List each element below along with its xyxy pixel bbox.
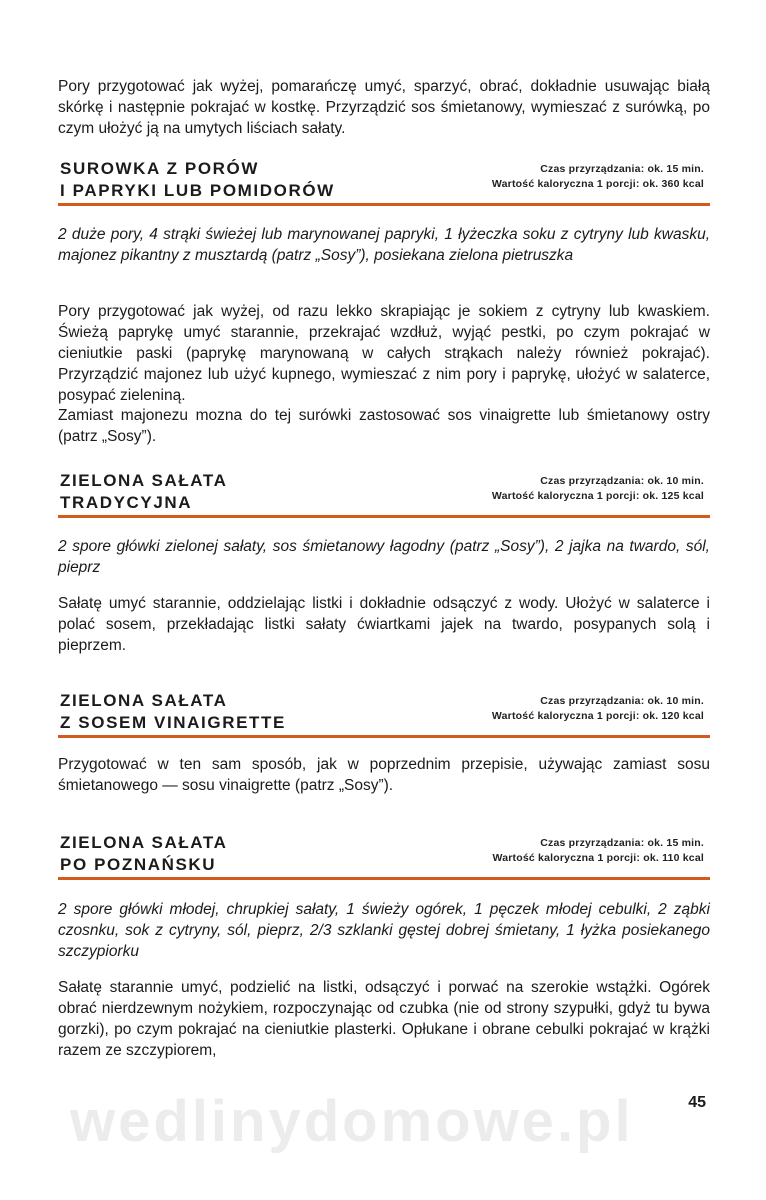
page-content — [58, 0, 710, 1200]
recipe-meta — [492, 162, 704, 192]
ingredients: 2 duże pory, 4 strąki świeżej lub marynowanej papryki, 1 łyżeczka soku z cytryny lub kwasku, majonez pikantny z musztardą (patrz „Sosy”), posiekana zielona pietruszka — [58, 226, 710, 264]
page-number: 45 — [688, 1094, 706, 1111]
recipe-title: ZIELONA SAŁATA PO POZNAŃSKU — [60, 833, 228, 874]
recipe-meta — [492, 474, 704, 504]
method: Przygotować w ten sam sposób, jak w poprzednim przepisie, używając zamiast sosu śmietanowego — sosu vinaigrette (patrz „Sosy”). — [58, 756, 710, 794]
orange-rule — [58, 203, 710, 206]
recipe-title: SUROWKA Z PORÓW I PAPRYKI LUB POMIDORÓW — [60, 159, 335, 200]
note: Zamiast majonezu mozna do tej surówki zastosować sos vinaigrette lub śmietanowy ostry (patrz „Sosy”). — [58, 407, 710, 445]
orange-rule — [58, 735, 710, 738]
orange-rule — [58, 877, 710, 880]
method: Sałatę umyć starannie, oddzielając listki i dokładnie odsączyć z wody. Ułożyć w salaterce i polać sosem, przekładając listki sałaty ćwiartkami jajek na twardo, posypanych solą i pieprzem. — [58, 595, 710, 654]
prep-time: Czas przyrządzania: ok. 15 min. — [540, 163, 704, 175]
prep-time: Czas przyrządzania: ok. 15 min. — [540, 837, 704, 849]
orange-rule — [58, 515, 710, 518]
recipe-header-1 — [58, 158, 710, 206]
intro-paragraph: Pory przygotować jak wyżej, pomarańczę umyć, sparzyć, obrać, dokładnie usuwając białą skórkę i następnie pokrajać w kostkę. Przyrządzić sos śmietanowy, wymieszać z surówką, po czym ułożyć ją na umytych liściach sałaty. — [58, 78, 710, 137]
recipe-header-2 — [58, 470, 710, 518]
prep-time: Czas przyrządzania: ok. 10 min. — [540, 695, 704, 707]
recipe-meta — [493, 836, 705, 866]
calories: Wartość kaloryczna 1 porcji: ok. 360 kcal — [491, 178, 704, 190]
ingredients: 2 spore główki zielonej sałaty, sos śmietanowy łagodny (patrz „Sosy”), 2 jajka na twardo, sól, pieprz — [58, 538, 710, 576]
recipe-title: ZIELONA SAŁATA TRADYCYJNA — [60, 471, 228, 512]
prep-time: Czas przyrządzania: ok. 10 min. — [540, 475, 704, 487]
recipe-title: ZIELONA SAŁATA Z SOSEM VINAIGRETTE — [60, 691, 286, 732]
watermark: wedlinydomowe.pl — [70, 1089, 634, 1154]
calories: Wartość kaloryczna 1 porcji: ok. 120 kcal — [491, 710, 704, 722]
method: Sałatę starannie umyć, podzielić na listki, odsączyć i porwać na szerokie wstążki. Ogórek obrać nierdzewnym nożykiem, rozpoczynając od czubka (nie od strony szypułki, gdyż tu bywa gorzki), po czym pokrajać na cieniutkie plasterki. Opłukane i obrane cebulki pokrajać w krążki razem ze szczypiorem, — [58, 979, 710, 1059]
recipe-meta — [492, 694, 704, 724]
calories: Wartość kaloryczna 1 porcji: ok. 125 kcal — [491, 490, 704, 502]
calories: Wartość kaloryczna 1 porcji: ok. 110 kcal — [492, 852, 704, 864]
method: Pory przygotować jak wyżej, od razu lekko skrapiając je sokiem z cytryny lub kwaskiem. Świeżą paprykę umyć starannie, przekrajać wzdłuż, wyjąć pestki, po czym pokrajać w cieniutkie paski (paprykę marynowaną w całych strąkach należy również pokrajać). Przyrządzić majonez lub użyć kupnego, wymieszać z nim pory i paprykę, ułożyć w salaterce, posypać zieleniną. — [58, 303, 710, 404]
ingredients: 2 spore główki młodej, chrupkiej sałaty, 1 świeży ogórek, 1 pęczek młodej cebulki, 2 ząbki czosnku, sok z cytryny, sól, pieprz, 2/3 szklanki gęstej dobrej śmietany, 1 łyżka posiekanego szczypiorku — [58, 901, 710, 960]
recipe-header-4 — [58, 832, 710, 880]
recipe-header-3 — [58, 690, 710, 738]
